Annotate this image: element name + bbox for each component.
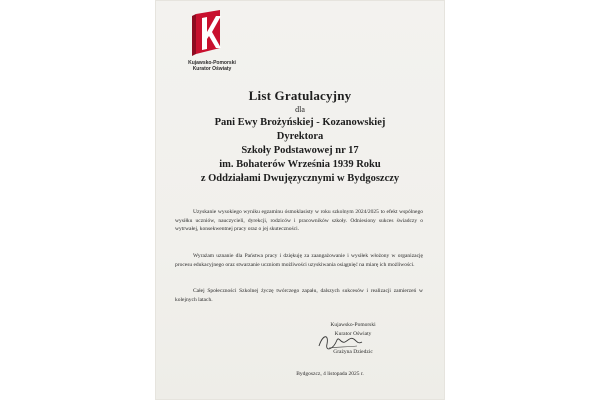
paragraph-1: Uzyskanie wysokiego wyniku egzaminu ósmoklasisty w roku szkolnym 2024/2025 to efekt wspólnego wysiłku uczniów, nauczycieli, dyrekcji, rodziców i pracowników szkoły. Odniesiony sukces świadczy o wytrwałej, konsekwentnej pracy oraz o jej skuteczności. xyxy=(175,209,423,232)
recipient-name: Pani Ewy Brożyńskiej - Kozanowskiej xyxy=(214,117,386,128)
place-date: Bydgoszcz, 4 listopada 2025 r. xyxy=(296,371,364,377)
school-line1: Szkoły Podstawowej nr 17 xyxy=(241,145,359,156)
letter-title: List Gratulacyjny xyxy=(248,88,352,103)
school-line2: im. Bohaterów Września 1939 Roku xyxy=(219,159,381,170)
paragraph-2: Wyrażam uznanie dla Państwa pracy i dziękuję za zaangażowanie i wysiłek włożony w organizację procesu edukacyjnego oraz stwarzanie uczniom możliwości uzyskiwania osiągnięć na miarę ich możliwości. xyxy=(175,253,423,268)
paragraph-3: Całej Społeczności Szkolnej życzę twórczego zapału, dalszych sukcesów i realizacji zamierzeń w kolejnych latach. xyxy=(175,288,423,303)
recipient-role: Dyrektora xyxy=(276,131,324,142)
signature-line1: Kujawsko-Pomorski xyxy=(330,322,376,328)
letter-dla: dla xyxy=(295,105,305,114)
logo-caption-line1: Kujawsko-Pomorski xyxy=(188,60,236,66)
handwritten-signature-icon xyxy=(315,330,365,354)
logo-caption-line2: Kurator Oświaty xyxy=(192,66,232,72)
school-line3: z Oddziałami Dwujęzycznymi w Bydgoszczy xyxy=(200,173,400,184)
signature-name: Grażyna Dziedzic xyxy=(333,349,373,355)
kuratorium-logo-icon xyxy=(190,8,230,58)
signature-line2: Kurator Oświaty xyxy=(334,331,372,337)
logo-caption xyxy=(182,60,242,72)
